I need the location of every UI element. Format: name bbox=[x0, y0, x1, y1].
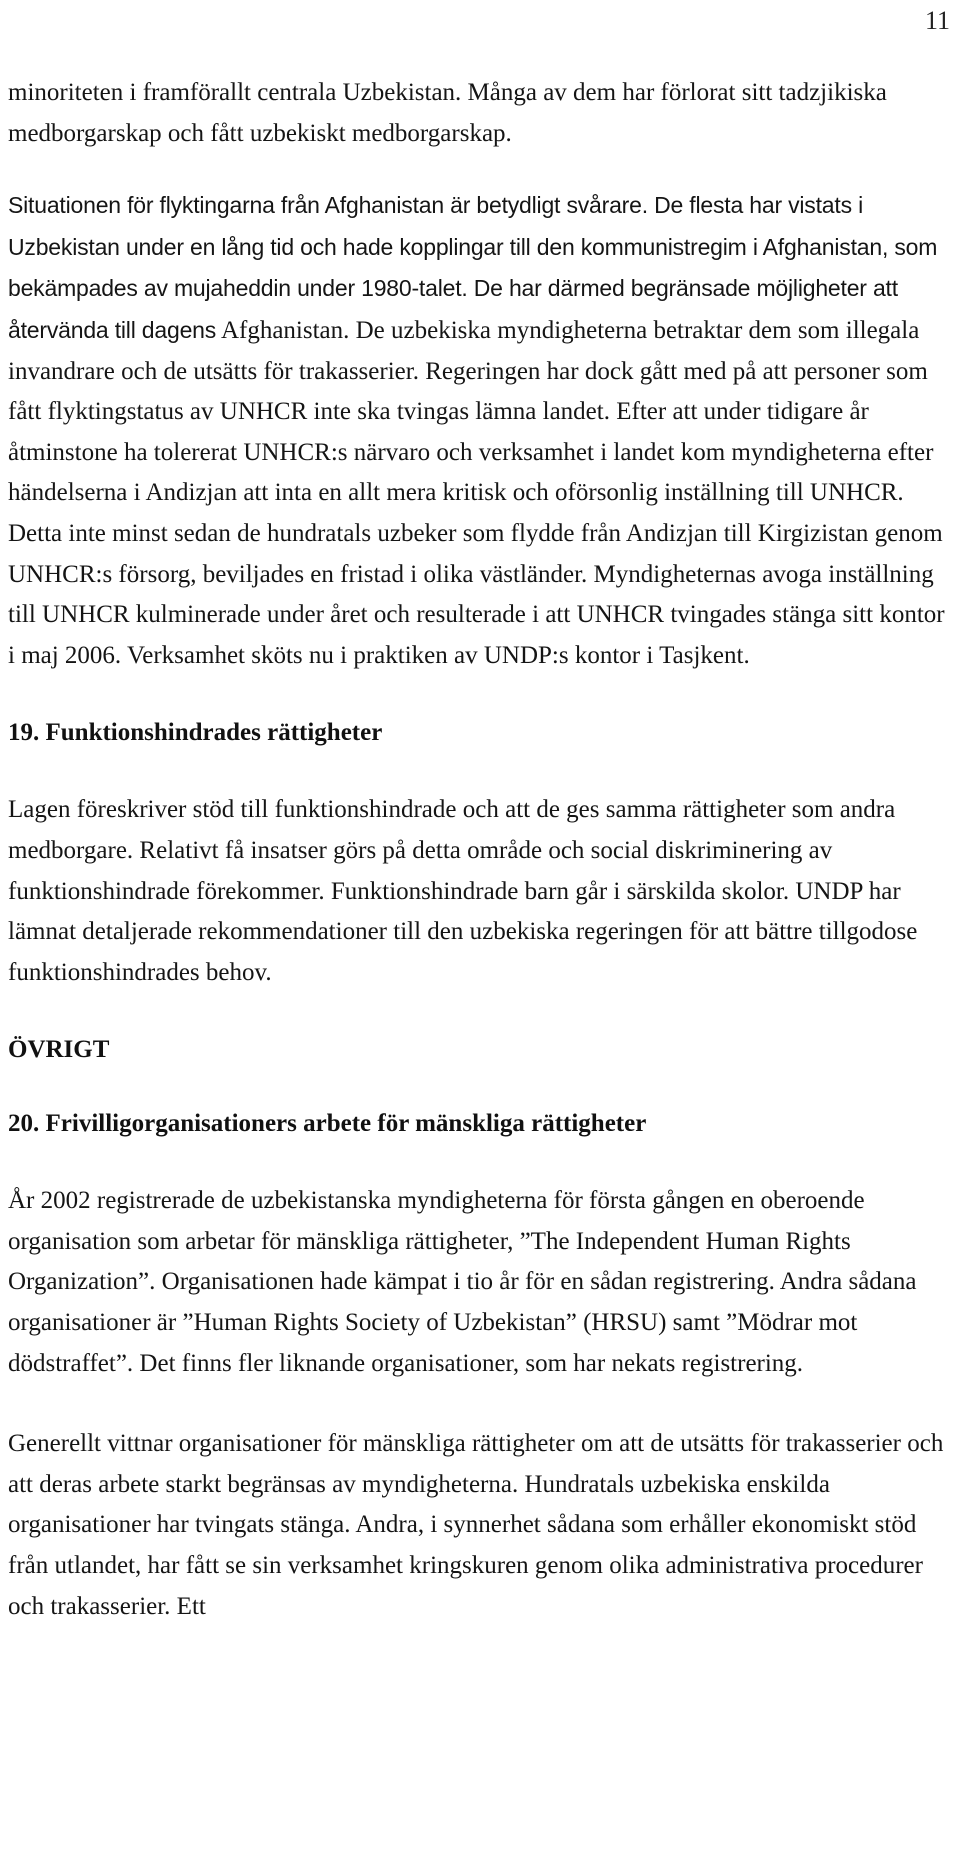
paragraph-afghan-refugees-part1: Situationen för flyktingarna från Afghanistan är betydligt svårare. De flesta har vistats i Uzbekistan under en lång tid och hade kopplingar till den kommunistregim i Afghanistan, som bekämpades av mujaheddin under 1980-talet. De har därmed begränsade möjligheter att återvända till dagens bbox=[8, 192, 938, 343]
section-heading-19: 19. Funktionshindrades rättigheter bbox=[8, 719, 383, 747]
paragraph-disability-rights: Lagen föreskriver stöd till funktionshindrade och att de ges samma rättigheter som andra medborgare. Relativt få insatser görs på detta område och social diskriminering av funktionshindrade förekommer. Funktionshindrade barn går i särskilda skolor. UNDP har lämnat detaljerade rekommendationer till den uzbekiska regeringen för att bättre tillgodose funktionshindrades behov. bbox=[8, 796, 918, 986]
document-body bbox=[8, 73, 952, 1627]
paragraph-afghan-refugees-part2: Afghanistan. De uzbekiska myndigheterna betraktar dem som illegala invandrare och de utsätts för trakasserier. Regeringen har dock gått med på att personer som fått flyktingstatus av UNHCR inte ska tvingas lämna landet. Efter att under tidigare år åtminstone ha tolererat UNHCR:s närvaro och verksamhet i landet kom myndigheterna efter händelserna i Andizjan att inta en allt mera kritisk och oförsonlig inställning till UNHCR. Detta inte minst sedan de hundratals uzbeker som flydde från Andizjan till Kirgizistan genom UNHCR:s försorg, beviljades en fristad i olika västländer. Myndigheternas avoga inställning till UNHCR kulminerade under året och resulterade i att UNHCR tvingades stänga sitt kontor i maj 2006. Verksamhet sköts nu i praktiken av UNDP:s kontor i Tasjkent. bbox=[8, 316, 945, 669]
paragraph-tajik-minority: minoriteten i framförallt centrala Uzbekistan. Många av dem har förlorat sitt tadzjikiska medborgarskap och fått uzbekiskt medborgarskap. bbox=[8, 79, 887, 147]
section-heading-ovrigt: ÖVRIGT bbox=[8, 1036, 110, 1064]
paragraph-afghan-refugees bbox=[8, 185, 952, 676]
page-number: 11 bbox=[924, 6, 950, 35]
section-heading-20: 20. Frivilligorganisationers arbete för mänskliga rättigheter bbox=[8, 1110, 647, 1138]
paragraph-ngo-harassment: Generellt vittnar organisationer för mänskliga rättigheter om att de utsätts för trakasserier och att deras arbete starkt begränsas av myndigheterna. Hundratals uzbekiska enskilda organisationer har tvingats stänga. Andra, i synnerhet sådana som erhåller ekonomiskt stöd från utlandet, har fått se sin verksamhet kringskuren genom olika administrativa procedurer och trakasserier. Ett bbox=[8, 1430, 944, 1620]
paragraph-ngo-registration: År 2002 registrerade de uzbekistanska myndigheterna för första gången en oberoende organisation som arbetar för mänskliga rättigheter, ”The Independent Human Rights Organization”. Organisationen hade kämpat i tio år för en sådan registrering. Andra sådana organisationer är ”Human Rights Society of Uzbekistan” (HRSU) samt ”Mödrar mot dödstraffet”. Det finns fler liknande organisationer, som har nekats registrering. bbox=[8, 1187, 917, 1377]
